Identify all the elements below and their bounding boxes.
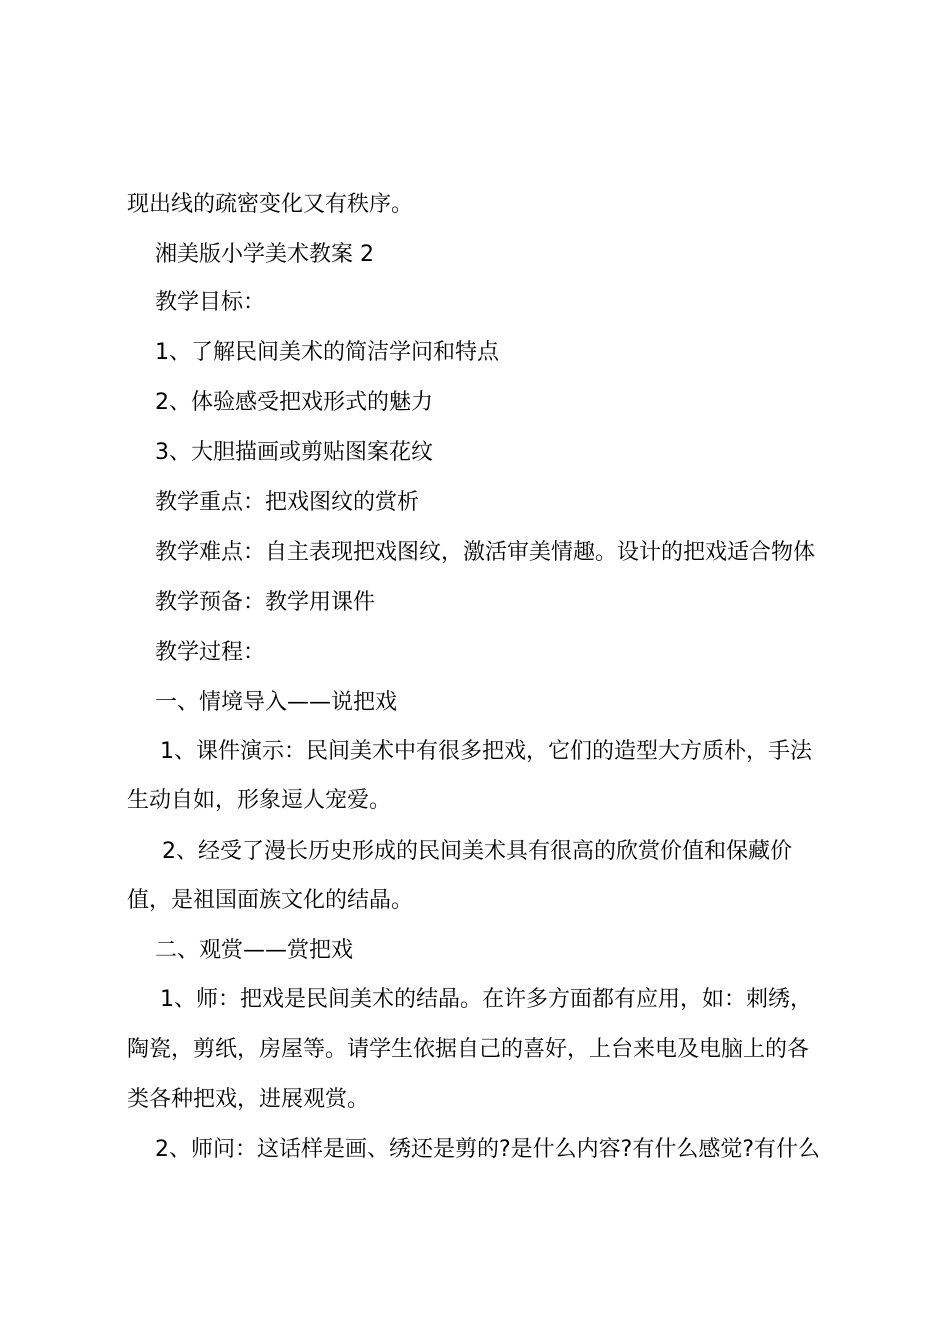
process-step-2-item-1-line-3: 类各种把戏，进展观赏。 xyxy=(127,1087,370,1112)
process-step-1-item-2-line-2: 值，是祖国面族文化的结晶。 xyxy=(127,888,414,913)
objective-item-2: 2、体验感受把戏形式的魅力 xyxy=(155,390,433,415)
process-step-1-item-2-line-1: 2、经受了漫长历史形成的民间美术具有很高的欣赏价值和保藏价 xyxy=(162,839,792,864)
paragraph-continuation-line: 现出线的疏密变化又有秩序。 xyxy=(127,192,414,217)
section-heading-objectives: 教学目标： xyxy=(155,290,266,315)
objective-item-3: 3、大胆描画或剪贴图案花纹 xyxy=(155,440,433,465)
process-step-1-heading: 一、情境导入——说把戏 xyxy=(155,690,398,715)
process-step-2-heading: 二、观赏——赏把戏 xyxy=(155,938,354,963)
section-heading-process: 教学过程： xyxy=(155,640,266,665)
objective-item-1: 1、了解民间美术的简洁学问和特点 xyxy=(155,340,499,365)
process-step-1-item-1-line-2: 生动自如，形象逗人宠爱。 xyxy=(127,788,392,813)
teaching-focus: 教学重点：把戏图纹的赏析 xyxy=(155,490,420,515)
teaching-preparation: 教学预备：教学用课件 xyxy=(155,590,376,615)
lesson-title: 湘美版小学美术教案 2 xyxy=(155,242,374,267)
process-step-2-item-1-line-2: 陶瓷，剪纸，房屋等。请学生依据自己的喜好，上台来电及电脑上的各 xyxy=(127,1037,810,1062)
process-step-2-item-1-line-1: 1、师：把戏是民间美术的结晶。在许多方面都有应用，如：刺绣， xyxy=(160,987,812,1012)
process-step-2-item-2-line-1: 2、师问：这话样是画、绣还是剪的?是什么内容?有什么感觉?有什么 xyxy=(155,1137,821,1162)
teaching-difficulty: 教学难点：自主表现把戏图纹，激活审美情趣。设计的把戏适合物体 xyxy=(155,540,816,565)
process-step-1-item-1-line-1: 1、课件演示：民间美术中有很多把戏，它们的造型大方质朴，手法 xyxy=(160,739,812,764)
